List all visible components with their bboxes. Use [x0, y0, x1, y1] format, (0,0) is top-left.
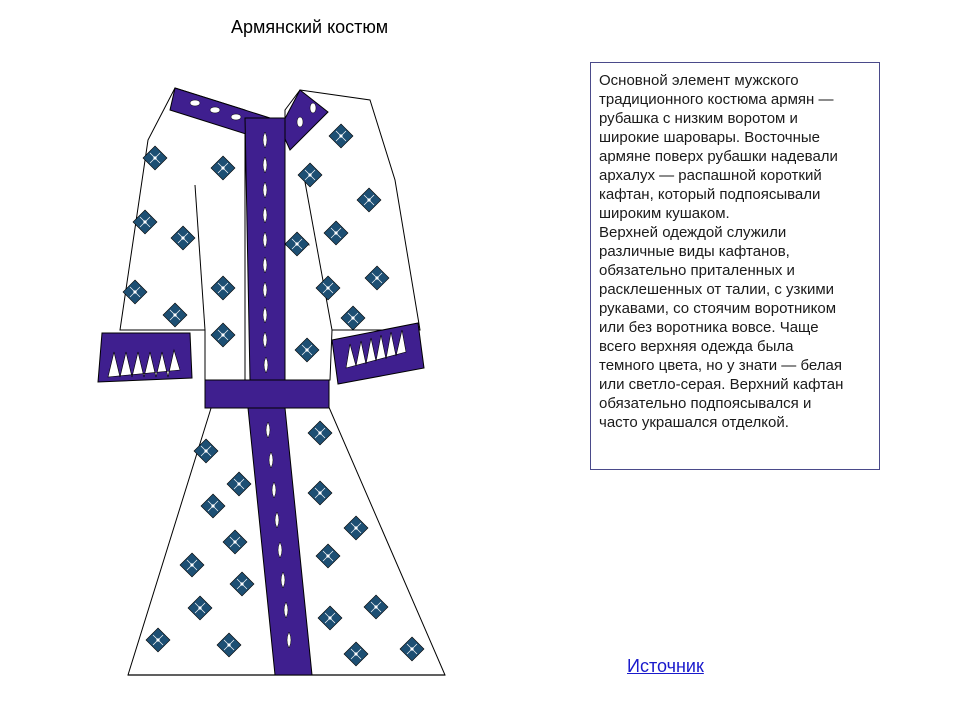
description-box: [590, 62, 880, 470]
belt: [205, 380, 329, 408]
source-link[interactable]: Источник: [627, 656, 704, 676]
description-paragraph: Основной элемент мужского традиционного костюма армян — рубашка с низким воротом и широкие шаровары. Восточные армяне поверх рубашки надевали архалух — распашной короткий кафтан, который подпоясывали широким кушаком.: [599, 72, 838, 222]
description-paragraph: Верхней одеждой служили различные виды кафтанов, обязательно приталенных и расклешенных от талии, с узкими рукавами, со стоячим воротником или без воротника вовсе. Чаще всего верхняя одежда была темного цвета, но у знати — белая или светло-серая. Верхний кафтан обязательно подпоясывался и часто украшался отделкой.: [599, 224, 844, 431]
page-title: Армянский костюм: [231, 17, 389, 37]
